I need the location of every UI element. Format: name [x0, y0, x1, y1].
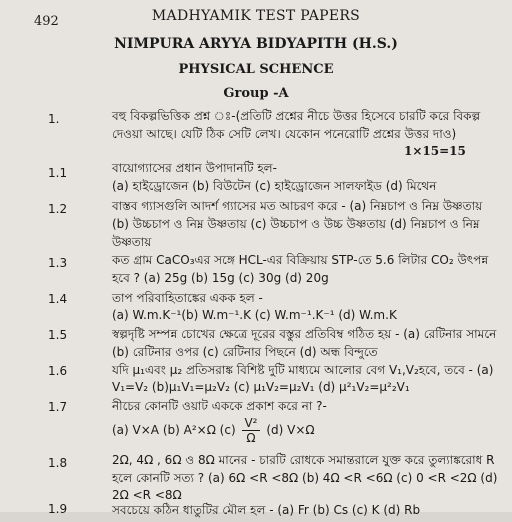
section-instruction-line-2: দেওয়া আছে। যেটি ঠিক সেটি লেখ। যেকোন পনেরোটি প্রশ্নের উত্তর দাও) — [112, 127, 457, 141]
section-marks: 1×15=15 — [404, 144, 466, 158]
question-number: 1.7 — [48, 400, 68, 414]
running-title: MADHYAMIK TEST PAPERS — [151, 8, 361, 24]
question-text: বায়োগ্যাসের প্রধান উপাদানটি হল- — [112, 161, 277, 175]
question-number: 1.4 — [48, 292, 68, 306]
question-text: স্বল্পদৃষ্টি সম্পন্ন চোখের ক্ষেত্রে দূরের বস্তুর প্রতিবিম্ব গঠিত হয় - (a) রেটিনার সামনে — [112, 327, 497, 341]
question-text: 2Ω, 4Ω , 6Ω ও 8Ω মানের - চারটি রোধকে সমান্তরালে যুক্ত করে তুল্যাঙ্করোধ R — [112, 453, 495, 467]
question-text: যদি μ₁এবং μ₂ প্রতিসরাঙ্ক বিশিষ্ট দুটি মাধ্যমে আলোর বেগ V₁,V₂হবে, তবে - (a) — [112, 363, 494, 377]
question-text: কত গ্রাম CaCO₃এর সঙ্গে HCL-এর বিক্রিয়ায় STP-তে 5.6 লিটার CO₂ উৎপন্ন — [112, 253, 489, 267]
question-number: 1.2 — [48, 202, 68, 216]
question-text: তাপ পরিবাহিতাঙ্কের একক হল - — [112, 291, 263, 305]
page-number: 492 — [34, 14, 59, 29]
fraction-numerator: V² — [244, 416, 258, 430]
question-number: 1.9 — [48, 502, 68, 516]
question-options: (a) W.m.K⁻¹(b) W.m⁻¹.K (c) W.m⁻¹.K⁻¹ (d) W.m.K — [112, 308, 397, 322]
question-text: বাস্তব গ্যাসগুলি আদর্শ গ্যাসের মত আচরণ করে - (a) নিম্নচাপ ও নিম্ন উষ্ণতায় — [112, 199, 483, 213]
question-number: 1.3 — [48, 256, 68, 270]
school-title: NIMPURA ARYYA BIDYAPITH (H.S.) — [114, 36, 398, 52]
question-number: 1.1 — [48, 166, 68, 180]
section-instruction-line-1: বহু বিকল্পভিত্তিক প্রশ্ন ঃ-(প্রতিটি প্রশ্নের নীচে উত্তর হিসেবে চারটি করে বিকল্প — [112, 109, 481, 123]
fraction-denominator: Ω — [246, 431, 256, 445]
subject-title: PHYSICAL SCHENCE — [178, 62, 334, 77]
section-number: 1. — [48, 112, 60, 126]
question-options: হবে ? (a) 25g (b) 15g (c) 30g (d) 20g — [112, 271, 329, 285]
option-text: (a) V×A (b) A²×Ω (c) — [112, 423, 236, 437]
question-options: (b) রেটিনার ওপর (c) রেটিনার পিছনে (d) অন্ধ বিন্দুতে — [112, 345, 378, 359]
question-options: 2Ω <R <8Ω — [112, 488, 182, 502]
question-options: উষ্ণতায় — [112, 235, 152, 249]
question-number: 1.5 — [48, 328, 68, 342]
question-number: 1.8 — [48, 456, 68, 470]
question-number: 1.6 — [48, 364, 68, 378]
question-text: সবচেয়ে কঠিন ধাতুটির মৌল হল - (a) Fr (b) Cs (c) K (d) Rb — [112, 503, 421, 517]
option-text: (d) V×Ω — [266, 423, 315, 437]
question-options: V₁=V₂ (b)μ₁V₁=μ₂V₂ (c) μ₁V₂=μ₂V₁ (d) μ²₁V₂=μ²₂V₁ — [112, 380, 410, 394]
group-heading: Group -A — [223, 86, 289, 101]
question-options: (a) হাইড্রোজেন (b) বিউটেন (c) হাইড্রোজেন সালফাইড (d) মিথেন — [112, 179, 437, 193]
question-options — [112, 416, 315, 445]
question-options: (b) উচ্চচাপ ও নিম্ন উষ্ণতায় (c) উচ্চচাপ ও উচ্চ উষ্ণতায় (d) নিম্নচাপ ও নিম্ন — [112, 217, 480, 231]
question-text: নীচের কোনটি ওয়াট এককে প্রকাশ করে না ?- — [112, 399, 327, 413]
question-options: হলে কোনটি সত্য ? (a) 6Ω <R <8Ω (b) 4Ω <R <6Ω (c) 0 <R <2Ω (d) — [112, 471, 498, 485]
fraction — [242, 416, 259, 445]
